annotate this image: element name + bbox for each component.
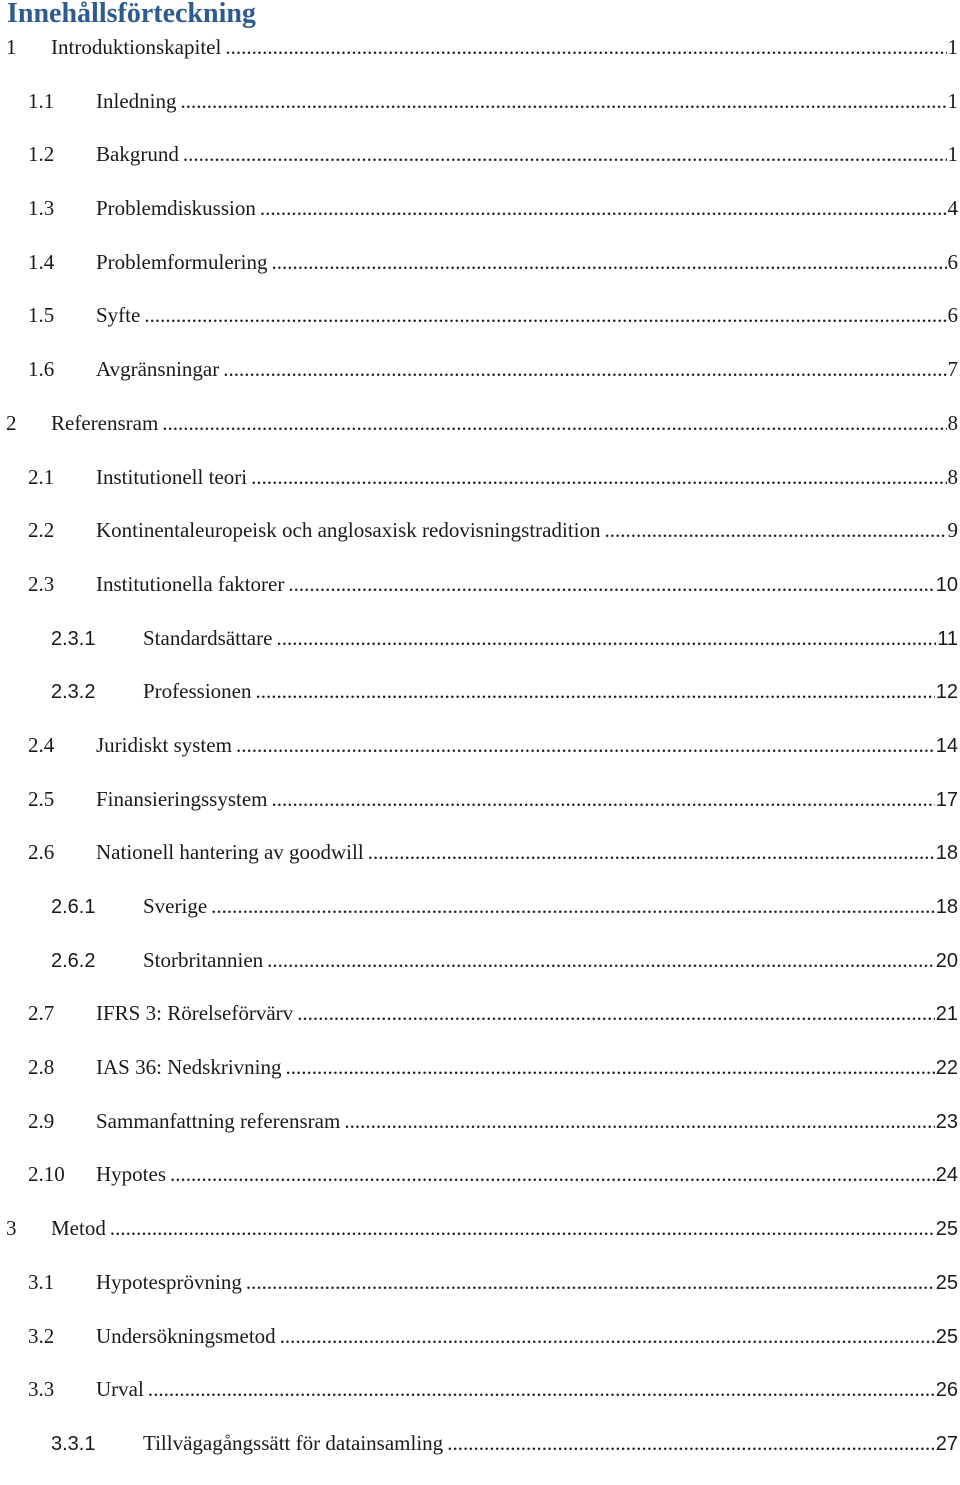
toc-entry-number: 3.2 — [28, 1323, 55, 1348]
dot-leader — [368, 840, 935, 865]
toc-entry-number: 2 — [6, 410, 17, 435]
toc-entry-label[interactable]: Professionen — [143, 679, 252, 704]
toc-entry[interactable] — [0, 89, 960, 143]
toc-entry-number: 1.1 — [28, 88, 55, 113]
toc-entry-number: 1.3 — [28, 196, 55, 221]
toc-entry[interactable] — [0, 250, 960, 304]
toc-entry-page-number[interactable]: 27 — [935, 1432, 958, 1455]
toc-entry-row[interactable] — [28, 1377, 958, 1405]
dot-leader — [447, 1431, 935, 1456]
toc-entry-label[interactable]: Problemdiskussion — [96, 196, 256, 221]
toc-entry-page-number[interactable]: 22 — [935, 1057, 958, 1080]
toc-entry-page-number[interactable]: 4 — [947, 196, 958, 221]
toc-entry[interactable] — [0, 572, 960, 626]
dot-leader — [260, 196, 947, 221]
toc-entry-number: 1 — [6, 35, 17, 59]
toc-entry-label[interactable]: Introduktionskapitel — [51, 35, 222, 59]
toc-entry-row[interactable] — [28, 1324, 958, 1352]
toc-entry[interactable] — [0, 894, 960, 948]
toc-entry-page-number[interactable]: 25 — [935, 1271, 958, 1294]
toc-entry-page-number[interactable]: 10 — [935, 573, 958, 596]
toc-entry-page-number[interactable]: 20 — [935, 949, 958, 972]
toc-entry-page-number[interactable]: 18 — [935, 842, 958, 865]
toc-entry[interactable] — [0, 1001, 960, 1055]
toc-entry-label[interactable]: Tillvägagångssätt för datainsamling — [143, 1430, 444, 1455]
toc-entry-page-number[interactable]: 24 — [935, 1164, 958, 1187]
dot-leader — [148, 1377, 935, 1402]
toc-entry-row[interactable] — [51, 679, 958, 707]
toc-entry-page-number[interactable]: 9 — [947, 518, 958, 543]
toc-list — [0, 35, 960, 1485]
toc-entry-page-number[interactable]: 21 — [935, 1003, 958, 1026]
toc-entry[interactable] — [0, 35, 960, 89]
toc-entry[interactable] — [0, 626, 960, 680]
toc-entry-row[interactable] — [28, 142, 958, 170]
toc-title: Innehållsförteckning — [7, 0, 256, 29]
dot-leader — [223, 357, 946, 382]
toc-entry-row[interactable] — [6, 1216, 958, 1244]
toc-entry-label[interactable]: Juridiskt system — [96, 732, 232, 757]
toc-entry-label[interactable]: IAS 36: Nedskrivning — [96, 1055, 282, 1080]
dot-leader — [605, 518, 947, 543]
dot-leader — [180, 89, 946, 114]
toc-entry-page-number[interactable]: 12 — [935, 681, 958, 704]
toc-entry[interactable] — [0, 1324, 960, 1378]
toc-entry-label[interactable]: Kontinentaleuropeisk och anglosaxisk redovisningstradition — [96, 518, 601, 543]
toc-entry-number: 2.7 — [28, 1001, 55, 1026]
toc-entry-page-number[interactable]: 18 — [935, 896, 958, 918]
dot-leader — [162, 411, 946, 436]
toc-entry-label[interactable]: Problemformulering — [96, 249, 268, 274]
dot-leader — [272, 787, 935, 812]
toc-entry[interactable] — [0, 411, 960, 465]
toc-entry-label[interactable]: Avgränsningar — [96, 357, 220, 382]
toc-entry-row[interactable] — [28, 196, 958, 224]
toc-entry-label[interactable]: Sammanfattning referensram — [96, 1108, 341, 1133]
toc-entry-row[interactable] — [28, 733, 958, 761]
toc-entry-number: 3.1 — [28, 1269, 55, 1294]
dot-leader — [225, 35, 946, 60]
toc-entry-number: 2.6 — [28, 840, 55, 865]
toc-entry-label[interactable]: Syfte — [96, 303, 141, 328]
toc-entry-label[interactable]: Nationell hantering av goodwill — [96, 840, 364, 865]
toc-entry[interactable] — [0, 1270, 960, 1324]
toc-entry[interactable] — [0, 840, 960, 894]
toc-entry[interactable] — [0, 948, 960, 1002]
toc-entry-row[interactable] — [51, 894, 958, 922]
toc-entry-number: 2.3.2 — [51, 681, 96, 704]
toc-entry-row[interactable] — [28, 1109, 958, 1137]
toc-entry-number: 3.3 — [28, 1377, 55, 1402]
toc-entry-label[interactable]: Referensram — [51, 410, 159, 435]
toc-entry-number: 2.4 — [28, 732, 55, 757]
dot-leader — [211, 894, 935, 919]
toc-entry[interactable] — [0, 1055, 960, 1109]
toc-entry-number: 2.2 — [28, 518, 55, 543]
toc-entry-row[interactable] — [51, 1431, 958, 1459]
toc-entry-row[interactable] — [28, 89, 958, 117]
dot-leader — [144, 303, 946, 328]
toc-entry-page-number[interactable]: 6 — [947, 303, 958, 328]
dot-leader — [110, 1216, 935, 1241]
toc-entry-page-number[interactable]: 23 — [935, 1110, 958, 1133]
toc-entry[interactable] — [0, 196, 960, 250]
toc-entry-row[interactable] — [28, 303, 958, 331]
toc-entry-label[interactable]: IFRS 3: Rörelseförvärv — [96, 1001, 294, 1026]
toc-entry-row[interactable] — [28, 1001, 958, 1029]
toc-entry-page-number[interactable]: 14 — [935, 734, 958, 757]
toc-entry-label[interactable]: Urval — [96, 1377, 144, 1402]
toc-entry-page-number[interactable]: 25 — [935, 1325, 958, 1348]
dot-leader — [286, 1055, 935, 1080]
toc-entry-row[interactable] — [28, 840, 958, 868]
toc-entry[interactable] — [0, 1109, 960, 1163]
toc-entry-page-number[interactable]: 26 — [935, 1379, 958, 1402]
toc-entry-page-number[interactable]: 17 — [935, 788, 958, 811]
toc-entry-number: 1.2 — [28, 142, 55, 167]
toc-entry-row[interactable] — [6, 411, 958, 439]
toc-entry-label[interactable]: Metod — [51, 1216, 106, 1241]
dot-leader — [251, 465, 946, 490]
dot-leader — [256, 679, 935, 704]
toc-entry-row[interactable] — [6, 35, 958, 63]
toc-entry[interactable] — [0, 1162, 960, 1216]
toc-entry-label[interactable]: Bakgrund — [96, 142, 179, 167]
toc-entry-number: 1.4 — [28, 249, 55, 274]
toc-entry[interactable] — [0, 518, 960, 572]
toc-entry[interactable] — [0, 1377, 960, 1431]
toc-entry[interactable] — [0, 303, 960, 357]
toc-entry-row[interactable] — [28, 787, 958, 815]
toc-entry-row[interactable] — [28, 465, 958, 493]
toc-entry-row[interactable] — [28, 572, 958, 600]
dot-leader — [344, 1109, 934, 1134]
toc-entry-page-number[interactable]: 11 — [937, 627, 958, 650]
dot-leader — [183, 142, 947, 167]
toc-entry-number: 2.3.1 — [51, 627, 96, 650]
toc-entry-page-number[interactable]: 25 — [935, 1218, 958, 1241]
toc-entry-number: 2.5 — [28, 786, 55, 811]
toc-entry[interactable] — [0, 357, 960, 411]
toc-entry-row[interactable] — [28, 1270, 958, 1298]
dot-leader — [246, 1270, 935, 1295]
toc-entry-number: 2.9 — [28, 1108, 55, 1133]
dot-leader — [236, 733, 935, 758]
toc-entry-row[interactable] — [28, 1162, 958, 1190]
toc-entry[interactable] — [0, 142, 960, 196]
toc-entry-page-number[interactable]: 8 — [947, 410, 958, 435]
toc-entry-page-number[interactable]: 6 — [947, 249, 958, 274]
toc-entry-number: 2.1 — [28, 464, 55, 489]
toc-entry-page-number[interactable]: 1 — [947, 142, 958, 167]
toc-entry-row[interactable] — [28, 357, 958, 385]
toc-entry-number: 2.6.2 — [51, 949, 96, 972]
toc-entry-label[interactable]: Sverige — [143, 894, 208, 918]
toc-entry-number: 1.5 — [28, 303, 55, 328]
toc-entry-label[interactable]: Finansieringssystem — [96, 786, 268, 811]
toc-entry-number: 2.6.1 — [51, 896, 96, 918]
toc-entry-label[interactable]: Hypotesprövning — [96, 1269, 242, 1294]
toc-entry-page-number[interactable]: 1 — [947, 88, 958, 113]
dot-leader — [280, 1324, 935, 1349]
toc-entry-number: 2.8 — [28, 1055, 55, 1080]
toc-entry-number: 3.3.1 — [51, 1432, 96, 1455]
toc-entry-number: 1.6 — [28, 357, 55, 382]
dot-leader — [271, 250, 946, 275]
dot-leader — [297, 1001, 935, 1026]
toc-entry-number: 3 — [6, 1216, 17, 1241]
toc-entry-row[interactable] — [51, 626, 958, 654]
toc-entry-label[interactable]: Inledning — [96, 88, 177, 113]
dot-leader — [276, 626, 936, 651]
toc-entry[interactable] — [0, 733, 960, 787]
toc-entry-row[interactable] — [28, 250, 958, 278]
toc-entry-row[interactable] — [28, 1055, 958, 1083]
toc-entry-page-number[interactable]: 8 — [947, 464, 958, 489]
toc-entry-label[interactable]: Undersökningsmetod — [96, 1323, 276, 1348]
toc-entry-row[interactable] — [28, 518, 958, 546]
toc-entry-number: 2.3 — [28, 571, 55, 596]
toc-entry-number: 2.10 — [28, 1162, 65, 1187]
toc-entry-label[interactable]: Storbritannien — [143, 947, 264, 972]
toc-entry[interactable] — [0, 1216, 960, 1270]
toc-entry-label[interactable]: Standardsättare — [143, 625, 273, 650]
toc-entry-page-number[interactable]: 1 — [947, 35, 958, 59]
toc-entry[interactable] — [0, 787, 960, 841]
dot-leader — [170, 1162, 935, 1187]
toc-entry[interactable] — [0, 465, 960, 519]
toc-entry-row[interactable] — [51, 948, 958, 976]
toc-entry-page-number[interactable]: 7 — [947, 357, 958, 382]
dot-leader — [288, 572, 934, 597]
toc-entry[interactable] — [0, 679, 960, 733]
toc-entry-label[interactable]: Institutionell teori — [96, 464, 248, 489]
toc-entry-label[interactable]: Institutionella faktorer — [96, 571, 285, 596]
toc-entry-label[interactable]: Hypotes — [96, 1162, 166, 1187]
dot-leader — [267, 948, 935, 973]
